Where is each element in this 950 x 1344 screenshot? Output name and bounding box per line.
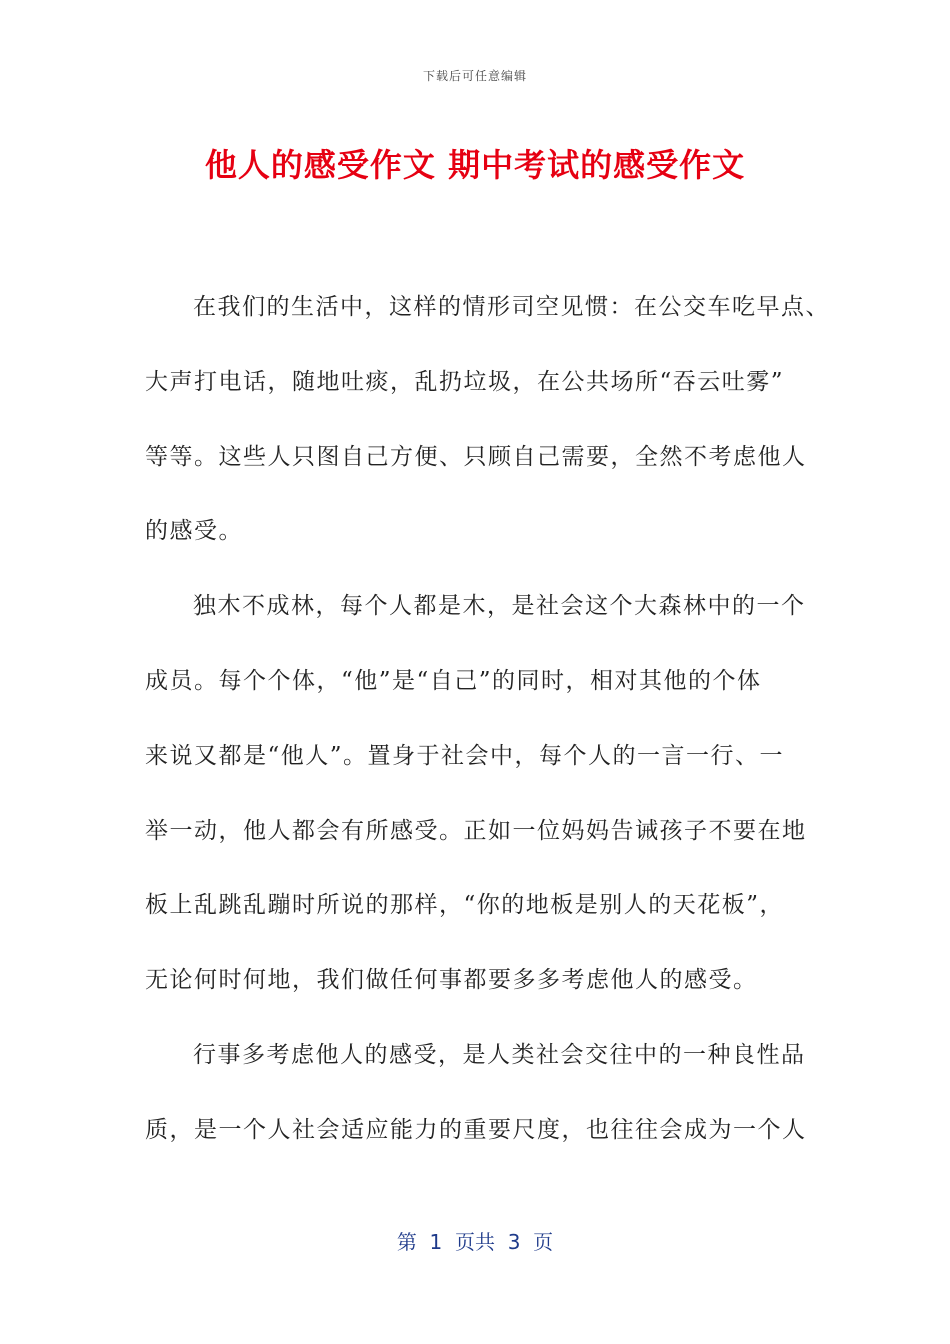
paragraph-1-line-4: 的感受。: [145, 518, 243, 545]
paragraph-3-line-1: 行事多考虑他人的感受，是人类社会交往中的一种良性品: [193, 1041, 806, 1068]
paragraph-2-line-4: 举一动，他人都会有所感受。正如一位妈妈告诫孩子不要在地: [145, 817, 807, 844]
paragraph-2-line-3: 来说又都是“他人”。置身于社会中，每个人的一言一行、一: [145, 742, 785, 769]
header-note: 下载后可任意编辑: [422, 69, 527, 83]
paragraph-2-line-2: 成员。每个个体，“他”是“自己”的同时，相对其他的个体: [145, 667, 762, 694]
paragraph-3-line-2: 质，是一个人社会适应能力的重要尺度，也往往会成为一个人: [145, 1116, 807, 1143]
paragraph-2-line-5: 板上乱跳乱蹦时所说的那样，“你的地板是别人的天花板”，: [145, 892, 785, 919]
paragraph-1-line-3: 等等。这些人只图自己方便、只顾自己需要，全然不考虑他人: [145, 443, 807, 470]
paragraph-2-line-1: 独木不成林，每个人都是木，是社会这个大森林中的一个: [193, 593, 806, 620]
document-body: [145, 270, 830, 1168]
paragraph-1-line-2: 大声打电话，随地吐痰，乱扔垃圾，在公共场所“吞云吐雾”: [145, 368, 785, 395]
document-title: 他人的感受作文 期中考试的感受作文: [204, 146, 746, 184]
paragraph-2-line-6: 无论何时何地，我们做任何事都要多多考虑他人的感受。: [145, 967, 758, 994]
page-number: 第 1 页共 3 页: [396, 1230, 554, 1254]
paragraph-1-line-1: 在我们的生活中，这样的情形司空见惯：在公交车吃早点、: [193, 294, 830, 320]
